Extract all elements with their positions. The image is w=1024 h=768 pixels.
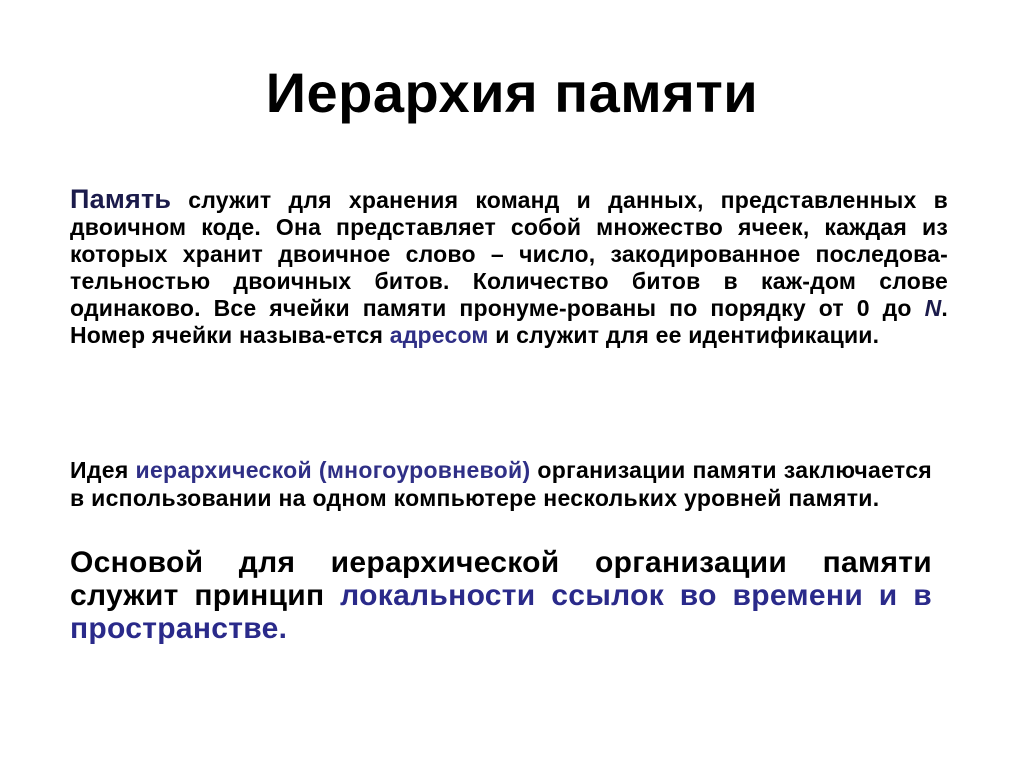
term-hierarchical: иерархической (многоуровневой) — [135, 457, 531, 483]
term-locality: локальности ссылок во времени и в пространстве. — [70, 579, 933, 645]
slide-title: Иерархия памяти — [265, 61, 759, 124]
paragraph-memory-definition — [70, 186, 948, 349]
paragraph-text: и служит для ее идентификации. — [488, 322, 880, 348]
paragraph-text: Основой для иерархической организации памяти служит принцип — [70, 546, 932, 612]
paragraph-text: Идея — [70, 457, 136, 483]
paragraph-text: . Номер ячейки называ-ется — [70, 295, 948, 348]
symbol-n: N — [924, 295, 942, 321]
term-address: адресом — [389, 322, 489, 348]
paragraph-text: организации памяти заключается в использовании на одном компьютере нескольких уровней памяти. — [70, 457, 933, 511]
paragraph-locality-principle — [70, 546, 932, 645]
term-memory: Память — [70, 184, 172, 214]
paragraph-hierarchy-idea — [70, 456, 932, 512]
paragraph-text: служит для хранения команд и данных, представленных в двоичном коде. Она представляет собой множество ячеек, каждая из которых хранит двоичное слово – число, закодированное последова-тельностью двоичных битов. Количество битов в каж-дом слове одинаково. Все ячейки памяти пронуме-рованы по порядку от 0 до — [70, 187, 948, 321]
